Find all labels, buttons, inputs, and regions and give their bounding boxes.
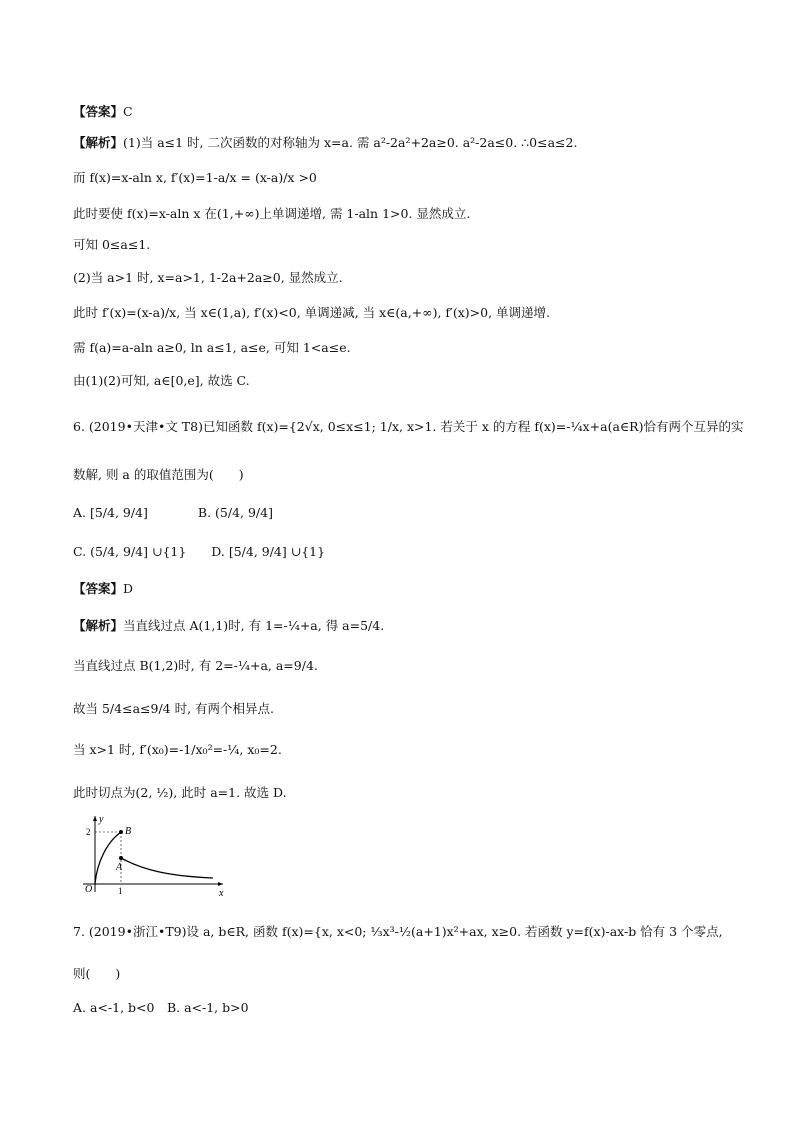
text-line: 此时 f′(x)=(x-a)/x, 当 x∈(1,a), f′(x)<0, 单调递减, 当 x∈(a,+∞), f′(x)>0, 单调递增. — [73, 305, 551, 320]
point-a-marker — [119, 856, 123, 860]
tick-y-label: 2 — [86, 827, 91, 837]
x-axis-label: x — [219, 888, 224, 899]
analysis-line-1: 【解析】(1)当 a≤1 时, 二次函数的对称轴为 x=a. 需 a²-2a²+2a≥0. a²-2a≤0. ∴0≤a≤2. — [73, 135, 578, 150]
text-line: 当直线过点 B(1,2)时, 有 2=-¼+a, a=9/4. — [73, 658, 318, 673]
y-axis-label: y — [99, 814, 104, 825]
point-a-label: A — [116, 862, 123, 873]
text-line: 故当 5/4≤a≤9/4 时, 有两个相异点. — [73, 701, 275, 716]
sqrt-curve — [95, 832, 121, 884]
reciprocal-curve — [121, 858, 213, 878]
point-b-marker — [119, 830, 123, 834]
answer-line-2: 【答案】D — [73, 581, 134, 596]
question-7-line: 7. (2019•浙江•T9)设 a, b∈R, 函数 f(x)={x, x<0; ⅓x³-½(a+1)x²+ax, x≥0. 若函数 y=f(x)-ax-b 恰有 3 个零点, — [73, 924, 723, 939]
text-line: 而 f(x)=x-aln x, f′(x)=1-a/x = (x-a)/x >0 — [73, 170, 317, 185]
function-graph — [73, 812, 233, 899]
text-line: 当 x>1 时, f′(x₀)=-1/x₀²=-¼, x₀=2. — [73, 742, 282, 757]
text-line: 此时要使 f(x)=x-aln x 在(1,+∞)上单调递增, 需 1-aln 1>0. 显然成立. — [73, 206, 471, 221]
x-axis-arrow-icon — [218, 882, 223, 886]
text-line: 可知 0≤a≤1. — [73, 237, 151, 252]
point-b-label: B — [125, 826, 132, 837]
tick-x-label: 1 — [118, 886, 123, 896]
question-6-line: 6. (2019•天津•文 T8)已知函数 f(x)={2√x, 0≤x≤1; 1/x, x>1. 若关于 x 的方程 f(x)=-¼x+a(a∈R)恰有两个互异的实 — [73, 419, 744, 434]
option-line: A. [5/4, 9/4] B. (5/4, 9/4] — [73, 505, 273, 520]
answer-line-1: 【答案】C — [73, 104, 133, 119]
option-line: A. a<-1, b<0 B. a<-1, b>0 — [73, 1000, 249, 1015]
text-line: 此时切点为(2, ½), 此时 a=1. 故选 D. — [73, 785, 287, 800]
y-axis-arrow-icon — [93, 816, 97, 821]
option-line: C. (5/4, 9/4] ∪{1} D. [5/4, 9/4] ∪{1} — [73, 544, 326, 559]
text-line: (2)当 a>1 时, x=a>1, 1-2a+2a≥0, 显然成立. — [73, 270, 343, 285]
text-line: 数解, 则 a 的取值范围为( ) — [73, 467, 244, 482]
analysis-line-2: 【解析】当直线过点 A(1,1)时, 有 1=-¼+a, 得 a=5/4. — [73, 618, 385, 633]
text-line: 由(1)(2)可知, a∈[0,e], 故选 C. — [73, 373, 250, 388]
text-line: 则( ) — [73, 966, 121, 981]
origin-label: O — [85, 884, 93, 895]
text-line: 需 f(a)=a-aln a≥0, ln a≤1, a≤e, 可知 1<a≤e. — [73, 340, 351, 355]
